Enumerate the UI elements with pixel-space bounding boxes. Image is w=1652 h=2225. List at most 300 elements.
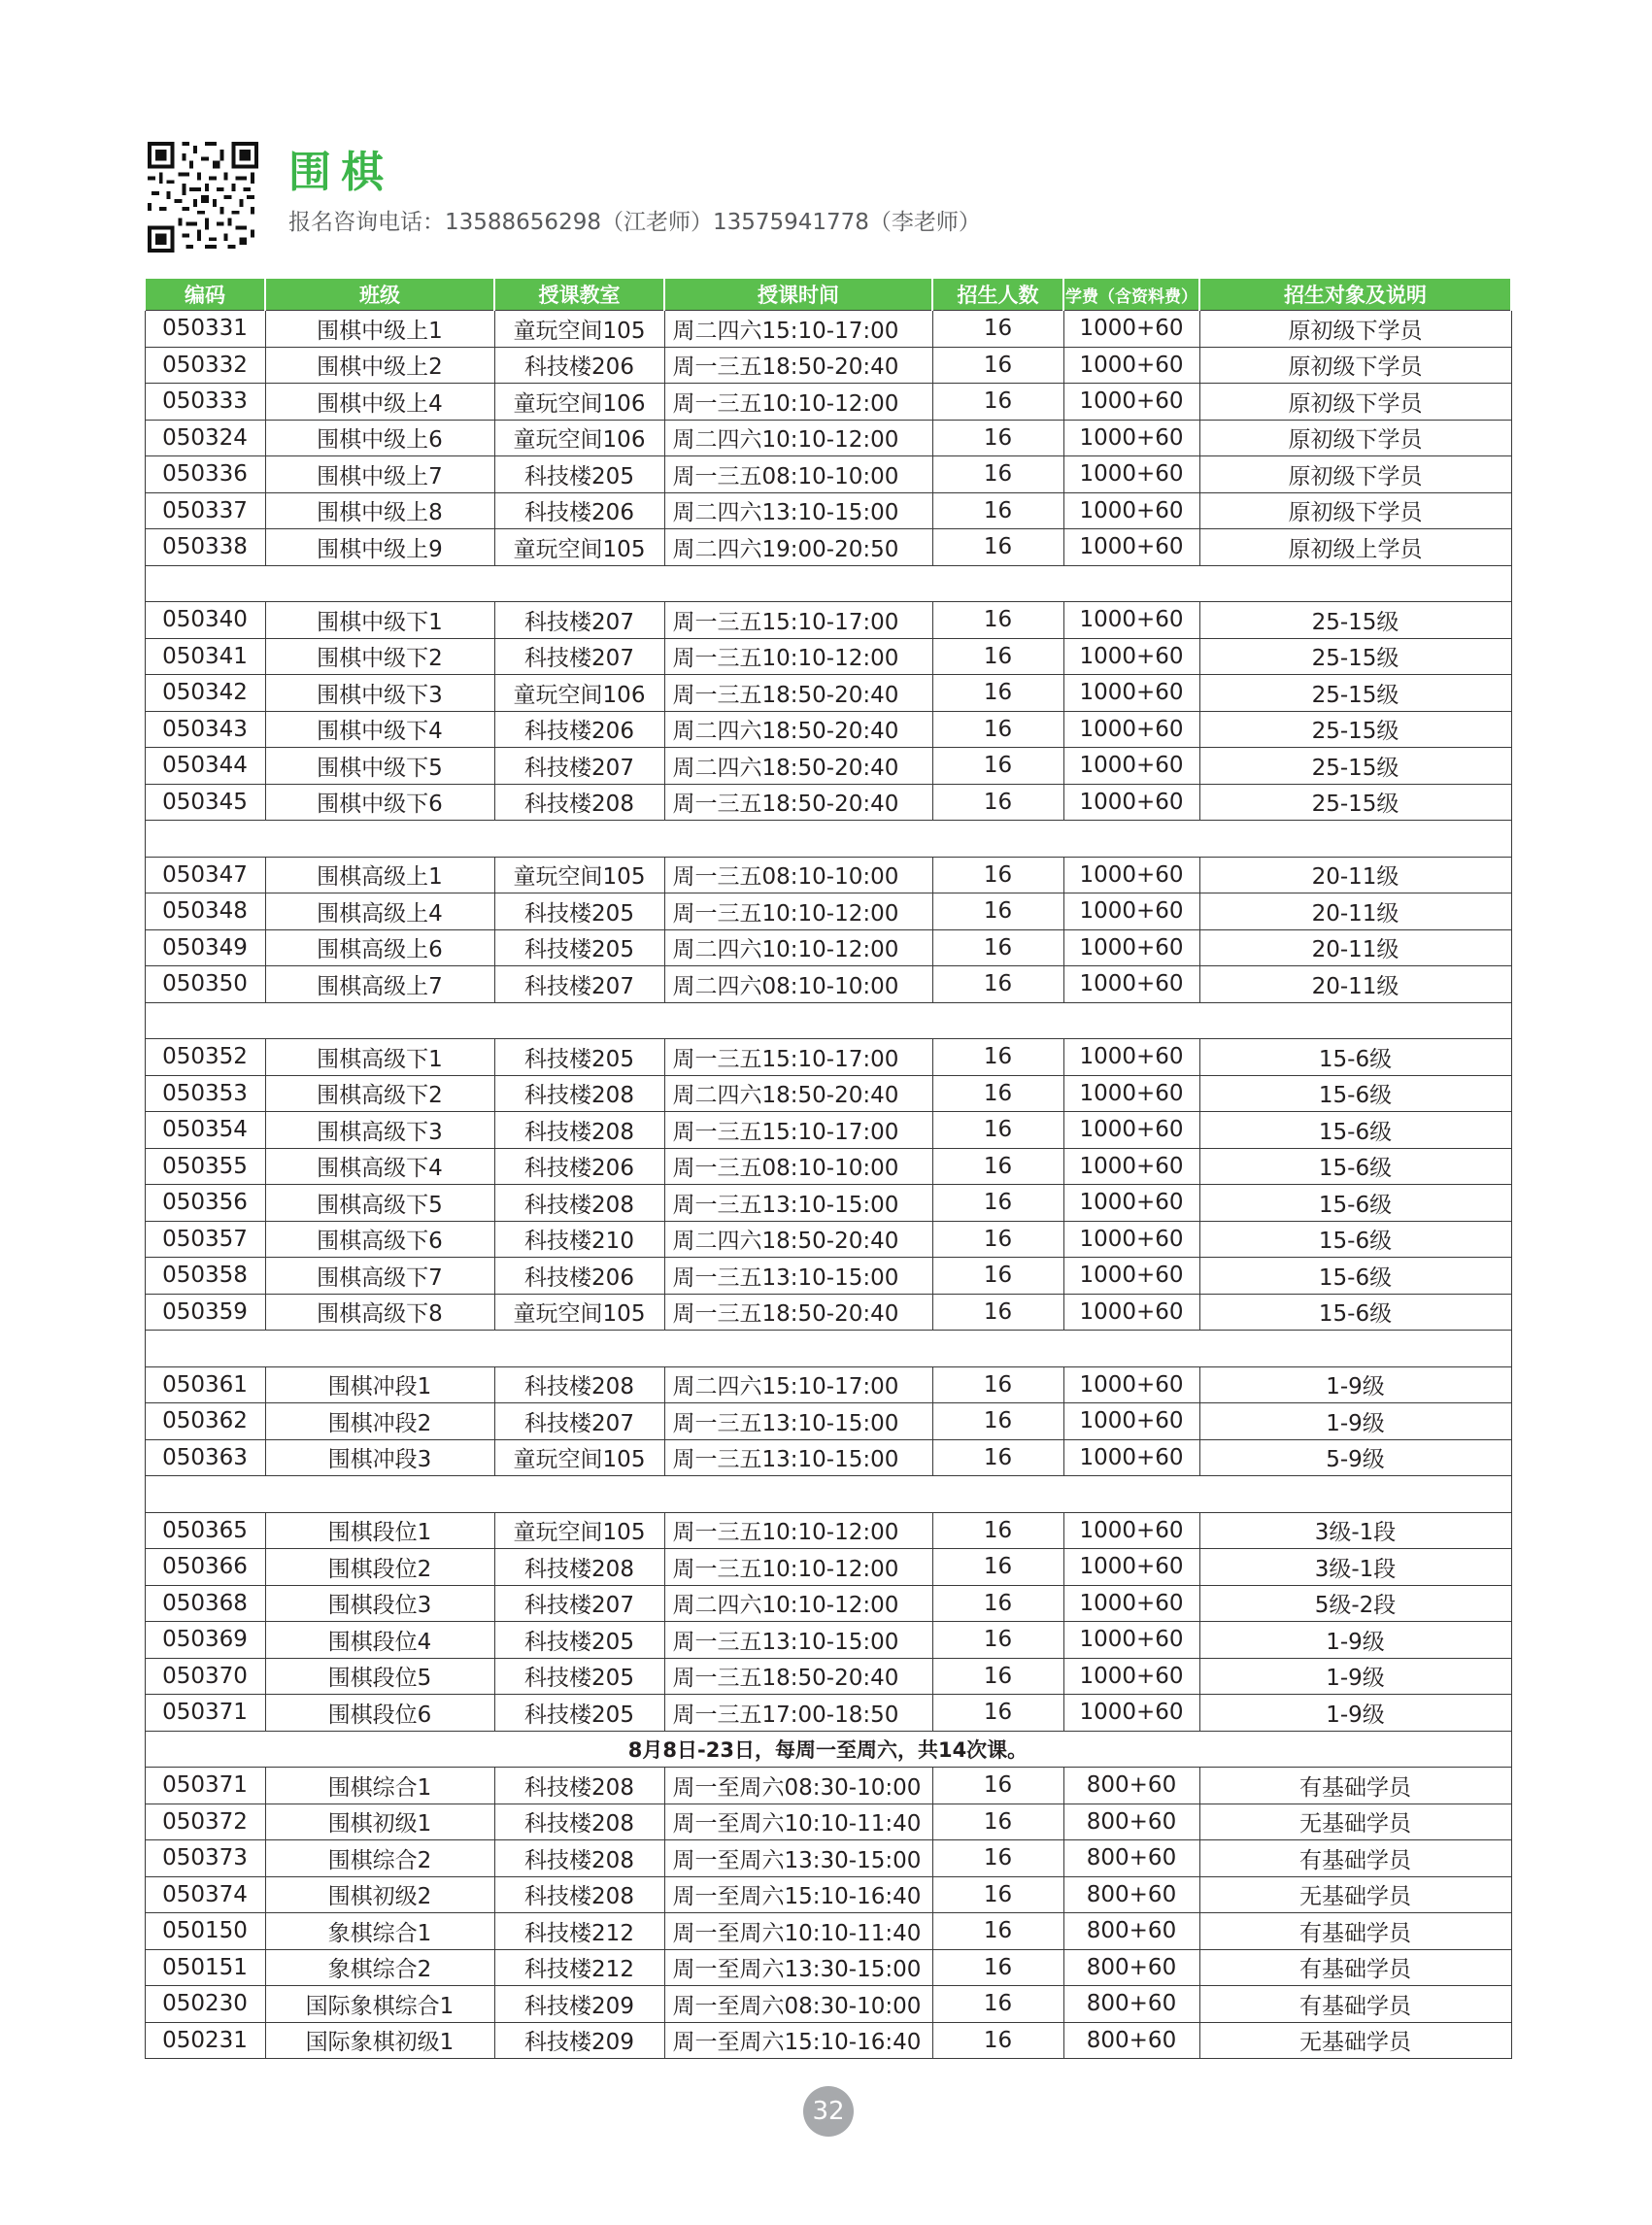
cell-class: 围棋高级下2	[265, 1075, 494, 1112]
cell-classroom: 科技楼205	[494, 1622, 664, 1659]
cell-time: 周一三五13:10-15:00	[664, 1258, 932, 1295]
cell-target: 有基础学员	[1199, 1949, 1511, 1986]
cell-code: 050366	[145, 1549, 265, 1586]
cell-code: 050368	[145, 1585, 265, 1622]
cell-classroom: 童玩空间105	[494, 1439, 664, 1476]
cell-classroom: 科技楼206	[494, 492, 664, 529]
cell-code: 050369	[145, 1622, 265, 1659]
cell-time: 周一三五10:10-12:00	[664, 1512, 932, 1549]
cell-fee: 1000+60	[1063, 1585, 1199, 1622]
cell-classroom: 科技楼208	[494, 784, 664, 821]
cell-fee: 800+60	[1063, 1913, 1199, 1950]
header-time: 授课时间	[664, 279, 932, 311]
cell-time: 周一三五15:10-17:00	[664, 1112, 932, 1149]
cell-class: 国际象棋综合1	[265, 1986, 494, 2023]
cell-fee: 1000+60	[1063, 1075, 1199, 1112]
cell-target: 原初级上学员	[1199, 529, 1511, 566]
cell-classroom: 童玩空间105	[494, 529, 664, 566]
cell-time: 周一三五08:10-10:00	[664, 1148, 932, 1185]
cell-capacity: 16	[932, 1840, 1063, 1877]
cell-class: 围棋高级下7	[265, 1258, 494, 1295]
note-cell: 8月8日-23日，每周一至周六，共14次课。	[145, 1731, 1511, 1768]
cell-time: 周二四六10:10-12:00	[664, 1585, 932, 1622]
cell-time: 周一至周六15:10-16:40	[664, 1876, 932, 1913]
table-row	[145, 1221, 1511, 1258]
table-separator-row	[145, 1002, 1511, 1039]
cell-capacity: 16	[932, 1512, 1063, 1549]
cell-class: 围棋冲段3	[265, 1439, 494, 1476]
cell-target: 25-15级	[1199, 711, 1511, 748]
cell-target: 15-6级	[1199, 1039, 1511, 1076]
cell-target: 原初级下学员	[1199, 384, 1511, 421]
page-number: 32	[803, 2086, 854, 2137]
cell-classroom: 科技楼207	[494, 602, 664, 639]
cell-capacity: 16	[932, 1221, 1063, 1258]
cell-class: 围棋中级上9	[265, 529, 494, 566]
cell-target: 5-9级	[1199, 1439, 1511, 1476]
cell-class: 围棋中级上6	[265, 420, 494, 456]
contact-phones: 报名咨询电话：13588656298（江老师）13575941778（李老师）	[288, 210, 981, 235]
cell-target: 5级-2段	[1199, 1585, 1511, 1622]
cell-code: 050370	[145, 1658, 265, 1695]
cell-fee: 1000+60	[1063, 1549, 1199, 1586]
cell-code: 050345	[145, 784, 265, 821]
cell-time: 周二四六15:10-17:00	[664, 1366, 932, 1403]
cell-code: 050371	[145, 1768, 265, 1804]
cell-class: 象棋综合2	[265, 1949, 494, 1986]
cell-fee: 1000+60	[1063, 893, 1199, 930]
cell-classroom: 科技楼205	[494, 1695, 664, 1732]
cell-time: 周一三五18:50-20:40	[664, 347, 932, 384]
cell-code: 050332	[145, 347, 265, 384]
cell-time: 周二四六18:50-20:40	[664, 748, 932, 785]
table-row	[145, 1148, 1511, 1185]
cell-capacity: 16	[932, 1585, 1063, 1622]
cell-class: 围棋中级下1	[265, 602, 494, 639]
cell-capacity: 16	[932, 1768, 1063, 1804]
cell-fee: 1000+60	[1063, 1185, 1199, 1222]
cell-classroom: 童玩空间106	[494, 420, 664, 456]
table-row	[145, 1840, 1511, 1877]
cell-capacity: 16	[932, 1403, 1063, 1440]
cell-class: 围棋初级2	[265, 1876, 494, 1913]
cell-capacity: 16	[932, 675, 1063, 712]
cell-time: 周一三五13:10-15:00	[664, 1403, 932, 1440]
table-row	[145, 929, 1511, 966]
cell-fee: 1000+60	[1063, 456, 1199, 493]
page-title: 围棋	[288, 148, 393, 197]
cell-target: 无基础学员	[1199, 2022, 1511, 2059]
cell-classroom: 科技楼206	[494, 1148, 664, 1185]
cell-time: 周一至周六08:30-10:00	[664, 1986, 932, 2023]
cell-target: 20-11级	[1199, 857, 1511, 893]
table-row	[145, 857, 1511, 893]
cell-target: 15-6级	[1199, 1258, 1511, 1295]
cell-code: 050337	[145, 492, 265, 529]
cell-code: 050373	[145, 1840, 265, 1877]
cell-code: 050359	[145, 1294, 265, 1331]
cell-class: 围棋冲段2	[265, 1403, 494, 1440]
cell-classroom: 科技楼205	[494, 1039, 664, 1076]
cell-capacity: 16	[932, 311, 1063, 348]
cell-class: 围棋中级上2	[265, 347, 494, 384]
cell-fee: 800+60	[1063, 1768, 1199, 1804]
cell-time: 周二四六13:10-15:00	[664, 492, 932, 529]
cell-class: 围棋初级1	[265, 1804, 494, 1840]
cell-code: 050348	[145, 893, 265, 930]
cell-code: 050372	[145, 1804, 265, 1840]
cell-time: 周一三五10:10-12:00	[664, 638, 932, 675]
cell-class: 围棋高级下8	[265, 1294, 494, 1331]
cell-fee: 800+60	[1063, 2022, 1199, 2059]
cell-class: 围棋综合2	[265, 1840, 494, 1877]
cell-code: 050347	[145, 857, 265, 893]
cell-code: 050333	[145, 384, 265, 421]
cell-target: 有基础学员	[1199, 1768, 1511, 1804]
separator-cell	[145, 1331, 1511, 1367]
cell-time: 周一至周六10:10-11:40	[664, 1804, 932, 1840]
cell-classroom: 科技楼208	[494, 1768, 664, 1804]
cell-fee: 1000+60	[1063, 966, 1199, 1003]
cell-fee: 1000+60	[1063, 1658, 1199, 1695]
cell-class: 围棋高级下6	[265, 1221, 494, 1258]
cell-classroom: 科技楼207	[494, 1403, 664, 1440]
table-row	[145, 311, 1511, 348]
cell-target: 1-9级	[1199, 1622, 1511, 1659]
table-row	[145, 1949, 1511, 1986]
cell-capacity: 16	[932, 929, 1063, 966]
cell-time: 周一三五18:50-20:40	[664, 1294, 932, 1331]
cell-code: 050340	[145, 602, 265, 639]
header-capacity: 招生人数	[932, 279, 1063, 311]
cell-class: 围棋中级下6	[265, 784, 494, 821]
cell-target: 20-11级	[1199, 893, 1511, 930]
table-row	[145, 784, 1511, 821]
cell-capacity: 16	[932, 1075, 1063, 1112]
cell-time: 周二四六18:50-20:40	[664, 1075, 932, 1112]
cell-fee: 1000+60	[1063, 1366, 1199, 1403]
cell-code: 050355	[145, 1148, 265, 1185]
cell-target: 1-9级	[1199, 1366, 1511, 1403]
cell-target: 15-6级	[1199, 1185, 1511, 1222]
cell-capacity: 16	[932, 347, 1063, 384]
cell-classroom: 科技楼205	[494, 1658, 664, 1695]
cell-classroom: 科技楼212	[494, 1913, 664, 1950]
table-row	[145, 748, 1511, 785]
separator-cell	[145, 1476, 1511, 1513]
cell-time: 周二四六10:10-12:00	[664, 929, 932, 966]
cell-target: 25-15级	[1199, 675, 1511, 712]
cell-fee: 800+60	[1063, 1876, 1199, 1913]
cell-time: 周一三五15:10-17:00	[664, 1039, 932, 1076]
header-target: 招生对象及说明	[1199, 279, 1511, 311]
table-row	[145, 456, 1511, 493]
table-header-row	[145, 279, 1511, 311]
cell-fee: 800+60	[1063, 1986, 1199, 2023]
cell-fee: 1000+60	[1063, 1403, 1199, 1440]
cell-fee: 1000+60	[1063, 857, 1199, 893]
cell-code: 050150	[145, 1913, 265, 1950]
cell-target: 25-15级	[1199, 602, 1511, 639]
cell-code: 050362	[145, 1403, 265, 1440]
cell-fee: 1000+60	[1063, 384, 1199, 421]
cell-fee: 1000+60	[1063, 1512, 1199, 1549]
cell-target: 15-6级	[1199, 1148, 1511, 1185]
cell-classroom: 科技楼207	[494, 966, 664, 1003]
table-separator-row	[145, 821, 1511, 858]
cell-capacity: 16	[932, 1439, 1063, 1476]
cell-fee: 1000+60	[1063, 529, 1199, 566]
cell-classroom: 科技楼206	[494, 711, 664, 748]
cell-classroom: 童玩空间105	[494, 1512, 664, 1549]
cell-time: 周一三五18:50-20:40	[664, 675, 932, 712]
cell-class: 围棋段位4	[265, 1622, 494, 1659]
cell-code: 050324	[145, 420, 265, 456]
cell-code: 050374	[145, 1876, 265, 1913]
table-separator-row	[145, 1331, 1511, 1367]
table-row	[145, 711, 1511, 748]
cell-classroom: 科技楼205	[494, 929, 664, 966]
cell-target: 原初级下学员	[1199, 420, 1511, 456]
cell-code: 050357	[145, 1221, 265, 1258]
cell-classroom: 科技楼205	[494, 893, 664, 930]
qr-code-icon	[148, 142, 258, 253]
cell-classroom: 童玩空间105	[494, 1294, 664, 1331]
cell-capacity: 16	[932, 1112, 1063, 1149]
cell-time: 周一三五10:10-12:00	[664, 384, 932, 421]
table-row	[145, 1258, 1511, 1295]
cell-target: 无基础学员	[1199, 1804, 1511, 1840]
cell-code: 050349	[145, 929, 265, 966]
cell-classroom: 童玩空间105	[494, 857, 664, 893]
table-row	[145, 347, 1511, 384]
table-body	[145, 311, 1511, 2059]
cell-class: 围棋冲段1	[265, 1366, 494, 1403]
cell-code: 050230	[145, 1986, 265, 2023]
cell-capacity: 16	[932, 893, 1063, 930]
cell-capacity: 16	[932, 1185, 1063, 1222]
cell-capacity: 16	[932, 748, 1063, 785]
cell-fee: 1000+60	[1063, 602, 1199, 639]
cell-target: 15-6级	[1199, 1112, 1511, 1149]
cell-time: 周一三五15:10-17:00	[664, 602, 932, 639]
cell-capacity: 16	[932, 784, 1063, 821]
cell-class: 围棋高级下4	[265, 1148, 494, 1185]
cell-target: 有基础学员	[1199, 1986, 1511, 2023]
cell-capacity: 16	[932, 384, 1063, 421]
cell-time: 周一三五17:00-18:50	[664, 1695, 932, 1732]
header-fee: 学费（含资料费）	[1063, 279, 1199, 311]
cell-fee: 1000+60	[1063, 1039, 1199, 1076]
cell-class: 围棋高级上7	[265, 966, 494, 1003]
cell-class: 围棋段位5	[265, 1658, 494, 1695]
cell-target: 25-15级	[1199, 784, 1511, 821]
cell-capacity: 16	[932, 1148, 1063, 1185]
cell-classroom: 科技楼206	[494, 347, 664, 384]
cell-fee: 1000+60	[1063, 638, 1199, 675]
cell-fee: 1000+60	[1063, 1221, 1199, 1258]
table-row	[145, 638, 1511, 675]
cell-time: 周二四六18:50-20:40	[664, 711, 932, 748]
cell-fee: 800+60	[1063, 1840, 1199, 1877]
table-row	[145, 2022, 1511, 2059]
cell-classroom: 科技楼207	[494, 748, 664, 785]
cell-capacity: 16	[932, 1658, 1063, 1695]
cell-fee: 1000+60	[1063, 492, 1199, 529]
cell-code: 050336	[145, 456, 265, 493]
cell-classroom: 童玩空间105	[494, 311, 664, 348]
cell-target: 有基础学员	[1199, 1840, 1511, 1877]
cell-class: 围棋中级上1	[265, 311, 494, 348]
cell-class: 围棋中级下4	[265, 711, 494, 748]
cell-target: 20-11级	[1199, 966, 1511, 1003]
cell-capacity: 16	[932, 1258, 1063, 1295]
cell-fee: 1000+60	[1063, 929, 1199, 966]
cell-target: 3级-1段	[1199, 1512, 1511, 1549]
cell-class: 围棋高级上1	[265, 857, 494, 893]
cell-class: 国际象棋初级1	[265, 2022, 494, 2059]
cell-target: 原初级下学员	[1199, 492, 1511, 529]
cell-target: 25-15级	[1199, 638, 1511, 675]
cell-time: 周一三五08:10-10:00	[664, 857, 932, 893]
cell-time: 周一至周六08:30-10:00	[664, 1768, 932, 1804]
cell-classroom: 科技楼208	[494, 1840, 664, 1877]
cell-capacity: 16	[932, 492, 1063, 529]
table-row	[145, 1804, 1511, 1840]
cell-classroom: 科技楼210	[494, 1221, 664, 1258]
cell-classroom: 科技楼212	[494, 1949, 664, 1986]
cell-capacity: 16	[932, 2022, 1063, 2059]
cell-fee: 1000+60	[1063, 711, 1199, 748]
cell-class: 围棋中级上8	[265, 492, 494, 529]
cell-code: 050151	[145, 1949, 265, 1986]
cell-classroom: 童玩空间106	[494, 675, 664, 712]
table-row	[145, 1658, 1511, 1695]
cell-classroom: 科技楼207	[494, 638, 664, 675]
cell-class: 围棋中级下3	[265, 675, 494, 712]
cell-target: 1-9级	[1199, 1695, 1511, 1732]
cell-class: 象棋综合1	[265, 1913, 494, 1950]
table-row	[145, 1768, 1511, 1804]
cell-target: 原初级下学员	[1199, 347, 1511, 384]
cell-fee: 1000+60	[1063, 1622, 1199, 1659]
cell-capacity: 16	[932, 1949, 1063, 1986]
cell-time: 周二四六10:10-12:00	[664, 420, 932, 456]
cell-time: 周二四六08:10-10:00	[664, 966, 932, 1003]
table-row	[145, 420, 1511, 456]
separator-cell	[145, 565, 1511, 602]
course-table-container	[144, 279, 1510, 2059]
header-classroom: 授课教室	[494, 279, 664, 311]
cell-code: 050365	[145, 1512, 265, 1549]
cell-class: 围棋中级下2	[265, 638, 494, 675]
table-row	[145, 1039, 1511, 1076]
separator-cell	[145, 1002, 1511, 1039]
table-separator-row	[145, 1476, 1511, 1513]
cell-time: 周一三五18:50-20:40	[664, 1658, 932, 1695]
cell-fee: 800+60	[1063, 1804, 1199, 1840]
cell-classroom: 科技楼208	[494, 1804, 664, 1840]
table-row	[145, 1986, 1511, 2023]
cell-target: 有基础学员	[1199, 1913, 1511, 1950]
cell-code: 050354	[145, 1112, 265, 1149]
header-code: 编码	[145, 279, 265, 311]
table-row	[145, 1366, 1511, 1403]
cell-target: 无基础学员	[1199, 1876, 1511, 1913]
cell-capacity: 16	[932, 711, 1063, 748]
cell-capacity: 16	[932, 1804, 1063, 1840]
table-row	[145, 1112, 1511, 1149]
cell-target: 原初级下学员	[1199, 456, 1511, 493]
cell-capacity: 16	[932, 602, 1063, 639]
cell-class: 围棋段位3	[265, 1585, 494, 1622]
table-row	[145, 1913, 1511, 1950]
cell-target: 原初级下学员	[1199, 311, 1511, 348]
cell-time: 周二四六15:10-17:00	[664, 311, 932, 348]
cell-class: 围棋段位6	[265, 1695, 494, 1732]
cell-classroom: 科技楼208	[494, 1366, 664, 1403]
cell-target: 15-6级	[1199, 1221, 1511, 1258]
cell-capacity: 16	[932, 456, 1063, 493]
cell-fee: 1000+60	[1063, 1112, 1199, 1149]
table-row	[145, 1695, 1511, 1732]
cell-code: 050352	[145, 1039, 265, 1076]
cell-time: 周一三五08:10-10:00	[664, 456, 932, 493]
cell-classroom: 科技楼208	[494, 1876, 664, 1913]
cell-capacity: 16	[932, 1366, 1063, 1403]
cell-capacity: 16	[932, 1986, 1063, 2023]
cell-fee: 1000+60	[1063, 748, 1199, 785]
cell-capacity: 16	[932, 638, 1063, 675]
cell-code: 050363	[145, 1439, 265, 1476]
cell-time: 周一三五10:10-12:00	[664, 1549, 932, 1586]
cell-class: 围棋高级下5	[265, 1185, 494, 1222]
cell-time: 周一三五13:10-15:00	[664, 1439, 932, 1476]
cell-class: 围棋高级下3	[265, 1112, 494, 1149]
cell-classroom: 童玩空间106	[494, 384, 664, 421]
cell-class: 围棋段位2	[265, 1549, 494, 1586]
table-note-row	[145, 1731, 1511, 1768]
cell-classroom: 科技楼206	[494, 1258, 664, 1295]
table-row	[145, 1075, 1511, 1112]
cell-capacity: 16	[932, 529, 1063, 566]
course-table	[144, 279, 1512, 2059]
cell-time: 周一三五13:10-15:00	[664, 1185, 932, 1222]
cell-fee: 1000+60	[1063, 784, 1199, 821]
cell-class: 围棋高级上4	[265, 893, 494, 930]
cell-classroom: 科技楼208	[494, 1185, 664, 1222]
cell-fee: 1000+60	[1063, 1439, 1199, 1476]
table-row	[145, 1185, 1511, 1222]
cell-fee: 1000+60	[1063, 420, 1199, 456]
cell-target: 1-9级	[1199, 1658, 1511, 1695]
cell-classroom: 科技楼208	[494, 1549, 664, 1586]
cell-capacity: 16	[932, 857, 1063, 893]
cell-fee: 1000+60	[1063, 675, 1199, 712]
cell-classroom: 科技楼209	[494, 1986, 664, 2023]
table-row	[145, 1622, 1511, 1659]
cell-fee: 1000+60	[1063, 1258, 1199, 1295]
table-row	[145, 1876, 1511, 1913]
cell-code: 050353	[145, 1075, 265, 1112]
table-row	[145, 1549, 1511, 1586]
cell-code: 050342	[145, 675, 265, 712]
cell-class: 围棋中级上7	[265, 456, 494, 493]
table-row	[145, 1585, 1511, 1622]
cell-target: 20-11级	[1199, 929, 1511, 966]
cell-classroom: 科技楼208	[494, 1075, 664, 1112]
cell-time: 周一三五10:10-12:00	[664, 893, 932, 930]
